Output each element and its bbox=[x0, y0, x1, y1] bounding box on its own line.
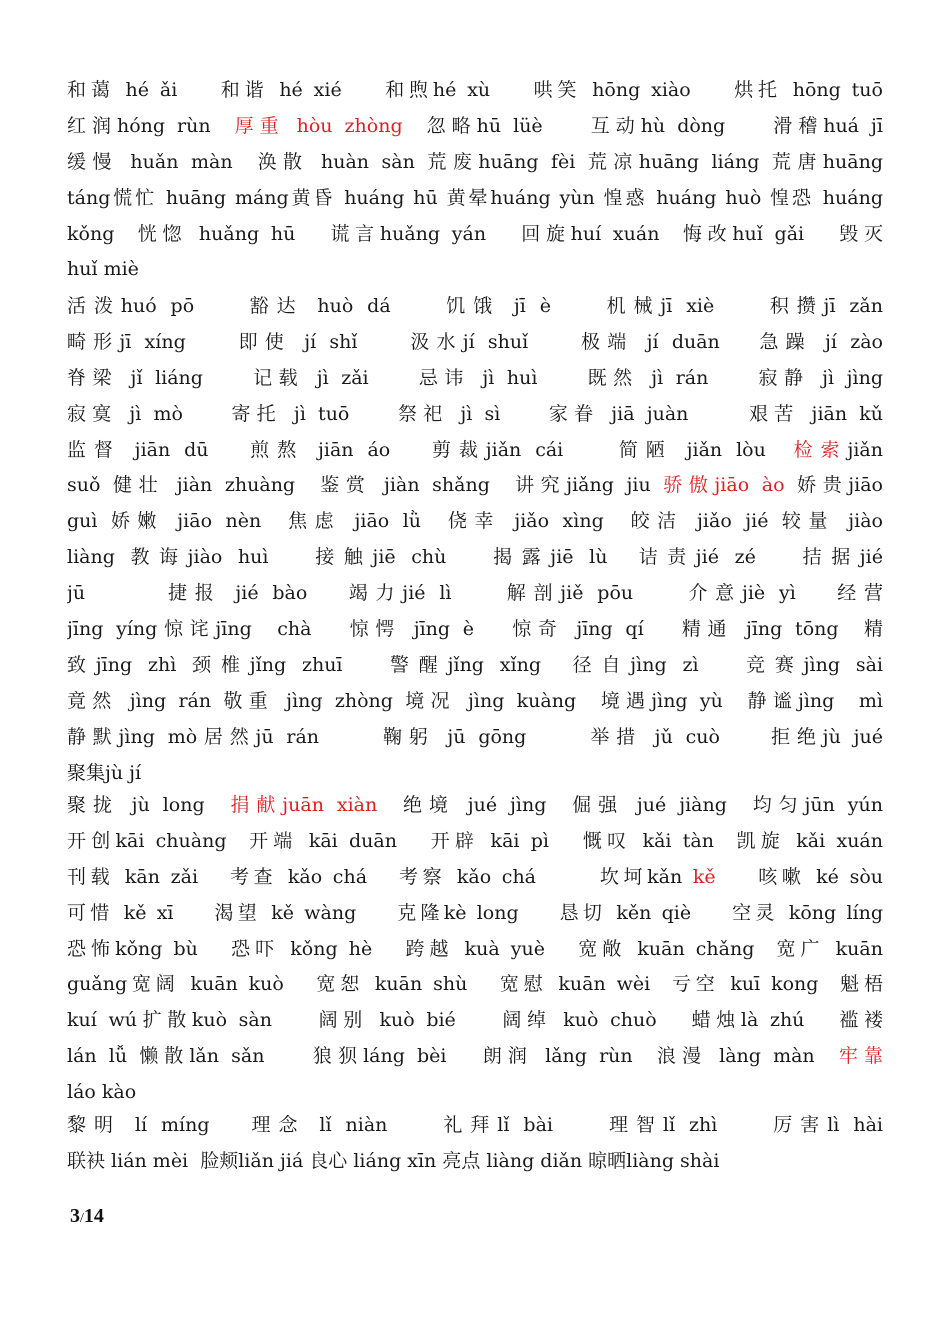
text-line bbox=[67, 1108, 883, 1144]
line-segment: 娇贵jiāo bbox=[784, 474, 883, 497]
vocabulary-paragraph-2 bbox=[67, 289, 883, 791]
line-segment: jū 捷报 jié bào 竭力jié lì 解剖jiě pōu 介意jiè yì 经营 bbox=[67, 582, 883, 605]
highlighted-term: 牢靠 bbox=[838, 1045, 883, 1068]
text-line bbox=[67, 720, 883, 756]
vocabulary-paragraph-3 bbox=[67, 788, 883, 1111]
highlighted-term: 骄傲jiāo ào bbox=[663, 474, 785, 497]
page-number bbox=[70, 1205, 104, 1228]
line-segment: 刊载 kān zǎi 考查 kǎo chá 考察 kǎo chá 坎坷kǎn bbox=[67, 865, 693, 888]
text-line bbox=[67, 756, 883, 792]
line-segment: 和蔼 hé ǎi 和谐 hé xié 和煦hé xù 哄笑 hōng xiào 烘托 hōng tuō bbox=[67, 79, 883, 101]
text-line bbox=[67, 896, 883, 932]
line-segment: 红润hóng rùn bbox=[67, 114, 235, 137]
line-segment: 咳嗽 ké sòu bbox=[715, 865, 883, 888]
line-segment: 忽略hū lüè 互动hù dòng 滑稽huá jī bbox=[402, 114, 883, 137]
line-segment: láo kào bbox=[67, 1081, 137, 1104]
text-line bbox=[67, 967, 883, 1003]
line-segment: jīng yíng惊诧jīng chà 惊愕 jīng è 惊奇 jīng qí 精通 jīng tōng 精 bbox=[67, 618, 883, 641]
highlighted-term: 捐献juān xiàn bbox=[230, 794, 378, 816]
text-line bbox=[67, 181, 883, 217]
line-segment: táng慌忙 huāng máng黄昏 huáng hū 黄晕huáng yùn 惶惑 huáng huò 惶恐 huáng bbox=[67, 186, 883, 209]
text-line bbox=[67, 824, 883, 860]
text-line bbox=[67, 504, 883, 540]
text-line bbox=[67, 397, 883, 433]
line-segment: 竟然 jìng rán 敬重 jìng zhòng 境况 jìng kuàng 境遇jìng yù 静谧jìng mì bbox=[67, 689, 883, 712]
line-segment: guì 娇嫩 jiāo nèn 焦虑 jiāo lǜ 侥幸 jiǎo xìng 皎洁 jiǎo jié 较量 jiào bbox=[67, 510, 883, 533]
page-number-total: 14 bbox=[83, 1205, 104, 1227]
page-number-current: 3 bbox=[70, 1205, 80, 1227]
highlighted-term: 检索 bbox=[793, 438, 848, 461]
line-segment: 寂寞 jì mò 寄托 jì tuō 祭祀 jì sì 家眷 jiā juàn 艰苦 jiān kǔ bbox=[67, 402, 883, 425]
text-line bbox=[67, 325, 883, 361]
text-line bbox=[67, 860, 883, 896]
text-line bbox=[67, 1144, 883, 1180]
line-segment: liàng 教诲jiào huì 接触jiē chù 揭露jiē lù 诘责jié zé 拮据jié bbox=[67, 546, 883, 569]
line-segment: 缓慢 huǎn màn 涣散 huàn sàn 荒废huāng fèi 荒凉huāng liáng 荒唐huāng bbox=[67, 150, 883, 173]
text-line bbox=[67, 540, 883, 576]
line-segment: kǒng 恍惚 huǎng hū 谎言huǎng yán 回旋huí xuán 悔改huǐ gǎi 毁灭 bbox=[67, 222, 883, 245]
line-segment: 致jīng zhì 颈椎jǐng zhuī 警醒jǐng xǐng 径自jìng zì 竞赛jìng sài bbox=[67, 653, 883, 676]
line-segment: 聚集jù jí bbox=[67, 761, 142, 784]
text-line bbox=[67, 217, 883, 253]
text-line bbox=[67, 433, 883, 469]
text-line bbox=[67, 612, 883, 648]
line-segment: 活泼huó pō 豁达 huò dá 饥饿 jī è 机械jī xiè 积攒jī zǎn bbox=[67, 295, 883, 317]
text-line bbox=[67, 932, 883, 968]
line-segment: 恐怖kǒng bù 恐吓 kǒng hè 跨越 kuà yuè 宽敞 kuān chǎng 宽广 kuān bbox=[67, 937, 883, 960]
page-number-separator: / bbox=[80, 1211, 84, 1226]
line-segment: 黎明 lí míng 理念 lǐ niàn 礼拜lǐ bài 理智lǐ zhì 厉害lì hài bbox=[67, 1114, 883, 1136]
text-line bbox=[67, 468, 883, 504]
line-segment: 绝境 jué jìng 倔强 jué jiàng 均匀jūn yún bbox=[377, 794, 883, 816]
text-line bbox=[67, 788, 883, 824]
text-line bbox=[67, 648, 883, 684]
highlighted-term: kě bbox=[692, 865, 716, 888]
line-segment: 脊梁 jǐ liáng 记载 jì zǎi 忌讳 jì huì 既然 jì rán 寂静 jì jìng bbox=[67, 366, 883, 389]
text-line bbox=[67, 361, 883, 397]
line-segment: 可惜 kě xī 渴望 kě wàng 克隆kè long 恳切 kěn qiè 空灵 kōng líng bbox=[67, 901, 883, 924]
text-line bbox=[67, 1039, 883, 1075]
text-line bbox=[67, 1003, 883, 1039]
text-line bbox=[67, 1075, 883, 1111]
text-line bbox=[67, 109, 883, 145]
text-line bbox=[67, 576, 883, 612]
line-segment: 开创kāi chuàng 开端 kāi duān 开辟 kāi pì 慨叹 kǎi tàn 凯旋 kǎi xuán bbox=[67, 829, 883, 852]
vocabulary-paragraph-1 bbox=[67, 73, 883, 288]
line-segment: 聚拢 jù long bbox=[67, 794, 231, 816]
line-segment: 畸形jī xíng 即使 jí shǐ 汲水jí shuǐ 极端 jí duān 急躁 jí zào bbox=[67, 330, 883, 353]
line-segment: jiǎn bbox=[847, 438, 883, 461]
text-line bbox=[67, 252, 883, 288]
line-segment: suǒ 健壮 jiàn zhuàng 鉴赏 jiàn shǎng 讲究jiǎng jiu bbox=[67, 474, 664, 497]
line-segment: huǐ miè bbox=[67, 258, 139, 281]
text-line bbox=[67, 73, 883, 109]
highlighted-term: 厚重 hòu zhòng bbox=[234, 114, 403, 137]
text-line bbox=[67, 289, 883, 325]
line-segment: kuí wú扩散kuò sàn 阔别 kuò bié 阔绰 kuò chuò 蜡烛là zhú 褴褛 bbox=[67, 1009, 883, 1032]
vocabulary-paragraph-4 bbox=[67, 1108, 883, 1180]
line-segment: guǎng宽阔 kuān kuò 宽恕 kuān shù 宽慰 kuān wèi 亏空 kuī kong 魁梧 bbox=[67, 973, 883, 996]
line-segment: 联袂 lián mèi 脸颊liǎn jiá 良心 liáng xīn 亮点 liàng diǎn 晾晒liàng shài bbox=[67, 1149, 720, 1172]
line-segment: lán lǚ 懒散lǎn sǎn 狼狈láng bèi 朗润 lǎng rùn 浪漫 làng màn bbox=[67, 1045, 839, 1068]
text-line bbox=[67, 684, 883, 720]
line-segment: 监督 jiān dū 煎熬 jiān áo 剪裁jiǎn cái 简陋 jiǎn lòu bbox=[67, 438, 794, 461]
line-segment: 静默jìng mò居然jū rán 鞠躬 jū gōng 举措 jǔ cuò 拒绝jù jué bbox=[67, 725, 883, 748]
text-line bbox=[67, 145, 883, 181]
